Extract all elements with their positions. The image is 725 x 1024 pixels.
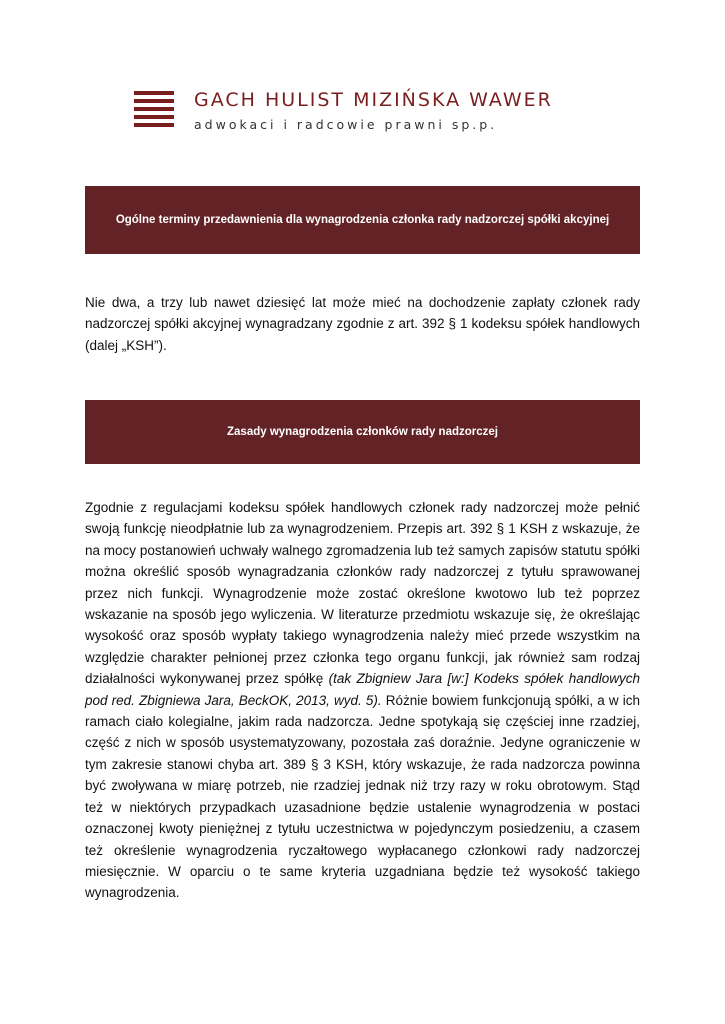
paragraph-text: Zgodnie z regulacjami kodeksu spółek handlowych członek rady nadzorczej może pełnić swoją funkcję nieodpłatnie lub za wynagrodzeniem. Przepis art. 392 § 1 KSH z wskazuje, że na mocy postanowień uchwały walnego zgromadzenia lub też samych zapisów statutu spółki można określić sposób wynagradzania członków rady nadzorczej z tytułu sprawowanej przez nich funkcji. Wynagrodzenie może zostać określone kwotowo lub też poprzez wskazanie na sposób jego wyliczenia. W literaturze przedmiotu wskazuje się, że określając wysokość oraz sposób wypłaty takiego wynagrodzenia należy mieć przede wszystkim na względzie charakter pełnionej przez członka tego organu funkcji, jak również sam rodzaj działalności wykonywanej przez spółkę: [85, 500, 640, 687]
section-heading-banner: [85, 186, 640, 254]
citation: (tak Zbigniew Jara [w:] Kodeks spółek handlowych pod red. Zbigniewa Jara, BeckOK, 2013, wyd. 5).: [85, 671, 640, 708]
body-paragraph: [85, 497, 640, 904]
section-heading: Ogólne terminy przedawnienia dla wynagrodzenia członka rady nadzorczej spółki akcyjnej: [115, 214, 610, 226]
firm-subtitle: adwokaci i radcowie prawni sp.p.: [194, 117, 498, 132]
intro-paragraph: Nie dwa, a trzy lub nawet dziesięć lat może mieć na dochodzenie zapłaty członek rady nadzorczej spółki akcyjnej wynagradzany zgodnie z art. 392 § 1 kodeksu spółek handlowych (dalej „KSH”).: [85, 295, 640, 353]
firm-name: GACH HULIST MIZIŃSKA WAWER: [194, 89, 553, 111]
section-heading-banner: [85, 400, 640, 464]
firm-logo: [134, 88, 604, 136]
section-heading: Zasady wynagrodzenia członków rady nadzorczej: [227, 426, 498, 438]
paragraph-text: Różnie bowiem funkcjonują spółki, a w ich ramach ciało kolegialne, jakim rada nadzorcza. Jedne spotykają się częściej inne rzadziej, część z nich w sposób usystematyzowany, pozostała zaś doraźnie. Jedyne ograniczenie w tym zakresie stanowi chyba art. 389 § 3 KSH, który wskazuje, że rada nadzorcza powinna być zwoływana w miarę potrzeb, nie rzadziej jednak niż trzy razy w roku obrotowym. Stąd też w niektórych przypadkach uzasadnione będzie ustalenie wynagrodzenia w postaci oznaczonej kwoty pieniężnej z tytułu uczestnictwa w pojedynczym posiedzeniu, a czasem też określenie wynagrodzenia ryczałtowego wypłacanego członkowi rady nadzorczej miesięcznie. W oparciu o te same kryteria uzgadniana będzie też wysokość takiego wynagrodzenia.: [85, 692, 640, 901]
logo-bars-icon: [134, 91, 174, 131]
